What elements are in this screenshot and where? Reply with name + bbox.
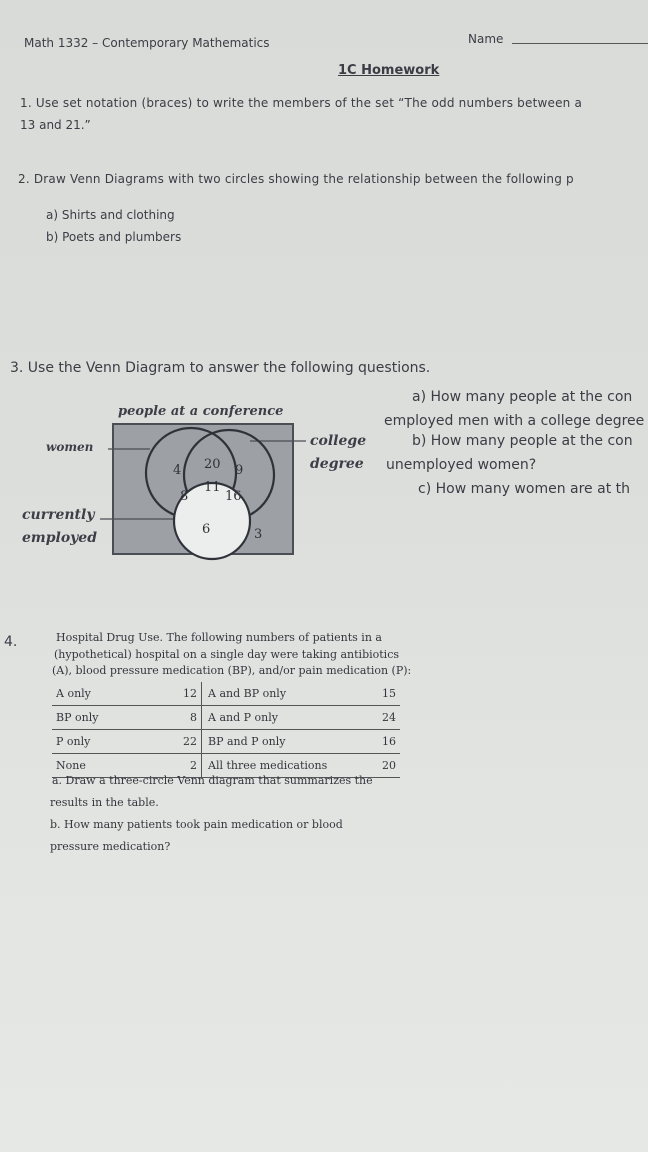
table-cell: 2 [165,754,202,778]
medication-table [52,682,400,778]
table-row [52,682,400,706]
question-1-line-2: 13 and 21.” [20,118,91,132]
table-cell: 24 [362,706,400,730]
question-3b-line-1: b) How many people at the con [412,433,633,449]
question-1-line-1: 1. Use set notation (braces) to write the members of the set “The odd numbers between a [20,96,583,110]
table-cell: 16 [362,730,400,754]
table-cell: BP and P only [202,730,363,754]
region-all-three: 11 [204,480,221,495]
course-title: Math 1332 – Contemporary Mathematics [24,36,270,50]
region-women-employed: 8 [180,489,189,504]
table-cell: None [52,754,165,778]
question-2-part-b: b) Poets and plumbers [46,230,182,244]
question-4a-line-2: results in the table. [50,796,159,809]
name-label: Name [468,32,504,46]
question-2-prompt: 2. Draw Venn Diagrams with two circles showing the relationship between the following p [18,172,574,186]
question-4b-line-2: pressure medication? [50,840,171,853]
table-cell: A and P only [202,706,363,730]
venn-title: people at a conference [118,404,284,419]
label-college: college [310,433,367,449]
label-currently: currently [22,507,95,523]
region-college-employed: 16 [225,489,242,504]
table-cell: P only [52,730,165,754]
question-2-part-a: a) Shirts and clothing [46,208,175,222]
table-cell: A and BP only [202,682,363,706]
region-women-college: 20 [204,457,221,472]
table-row [52,730,400,754]
region-outside: 3 [254,527,263,542]
table-cell: BP only [52,706,165,730]
table-row [52,706,400,730]
label-degree: degree [310,456,364,472]
table-cell: 20 [362,754,400,778]
table-cell: A only [52,682,165,706]
question-3-prompt: 3. Use the Venn Diagram to answer the following questions. [10,360,431,376]
region-employed-only: 6 [202,522,211,537]
table-cell: 12 [165,682,202,706]
table-cell: 15 [362,682,400,706]
question-4-intro-line-3: (A), blood pressure medication (BP), and/or pain medication (P): [52,664,412,677]
table-cell: All three medications [202,754,363,778]
homework-title: 1C Homework [338,63,440,78]
region-women-only: 4 [173,463,182,478]
question-3b-line-2: unemployed women? [386,457,537,473]
question-3a-line-1: a) How many people at the con [412,389,633,405]
label-employed: employed [22,530,97,546]
region-college-only: 9 [235,463,244,478]
question-3a-line-2: employed men with a college degree [384,413,645,429]
question-4a-line-1: a. Draw a three-circle Venn diagram that summarizes the [52,774,373,787]
question-4b-line-1: b. How many patients took pain medication or blood [50,818,343,831]
table-cell: 8 [165,706,202,730]
question-4-intro-line-1: Hospital Drug Use. The following numbers of patients in a [56,631,382,644]
question-4-number: 4. [4,634,18,650]
question-4-intro-line-2: (hypothetical) hospital on a single day were taking antibiotics [54,648,400,661]
label-women: women [46,440,94,454]
table-cell: 22 [165,730,202,754]
question-3c: c) How many women are at th [418,481,630,497]
